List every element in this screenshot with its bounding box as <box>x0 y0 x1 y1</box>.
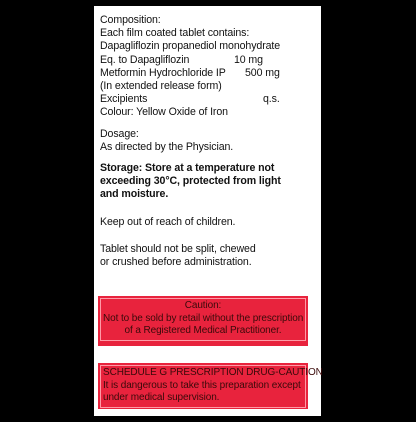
tablet-note-line-1: Tablet should not be split, chewed <box>100 242 256 255</box>
dosage-text: As directed by the Physician. <box>100 140 234 153</box>
composition-heading: Composition: <box>100 14 161 26</box>
storage-section <box>100 162 321 202</box>
caution-line-2: of a Registered Medical Practitioner. <box>124 325 282 337</box>
tablet-note-section <box>100 243 321 269</box>
caution-box-border <box>100 298 306 341</box>
dosage-section <box>100 128 321 154</box>
schedule-g-line-1: It is dangerous to take this preparation except <box>103 379 301 391</box>
storage-line-3: and moisture. <box>100 188 169 201</box>
composition-section <box>100 14 321 120</box>
excipients-row <box>100 93 321 106</box>
keep-out-of-reach: Keep out of reach of children. <box>100 215 236 228</box>
ingredient-dapagliflozin: Dapagliflozin propanediol monohydrate <box>100 40 281 53</box>
medicine-label-card <box>94 6 321 416</box>
dosage-heading: Dosage: <box>100 127 139 140</box>
ingredient-metformin-value: 500 mg <box>245 66 280 79</box>
excipients-label: Excipients <box>100 93 148 106</box>
ingredient-eq-value: 10 mg <box>234 53 263 66</box>
excipients-value: q.s. <box>263 93 280 106</box>
ingredient-row-metformin <box>100 67 321 80</box>
storage-line-2: exceeding 30°C, protected from light <box>100 175 281 188</box>
release-form-note: (In extended release form) <box>100 80 222 93</box>
ingredient-eq-label: Eq. to Dapagliflozin <box>100 53 190 66</box>
caution-title: Caution: <box>184 300 222 311</box>
schedule-g-title: SCHEDULE G PRESCRIPTION DRUG-CAUTION <box>103 367 323 378</box>
ingredient-metformin-label: Metformin Hydrochloride IP <box>100 66 226 79</box>
colour-note: Colour: Yellow Oxide of Iron <box>100 106 228 119</box>
caution-line-1: Not to be sold by retail without the prescription <box>103 312 304 324</box>
caution-box <box>98 296 308 346</box>
ingredient-row-eq <box>100 54 321 67</box>
storage-line-1: Storage: Store at a temperature not <box>100 162 275 175</box>
schedule-g-box-border <box>100 365 323 408</box>
schedule-g-line-2: under medical supervision. <box>103 392 220 404</box>
tablet-note-line-2: or crushed before administration. <box>100 256 252 269</box>
schedule-g-box <box>98 363 323 409</box>
composition-intro: Each film coated tablet contains: <box>100 27 250 40</box>
